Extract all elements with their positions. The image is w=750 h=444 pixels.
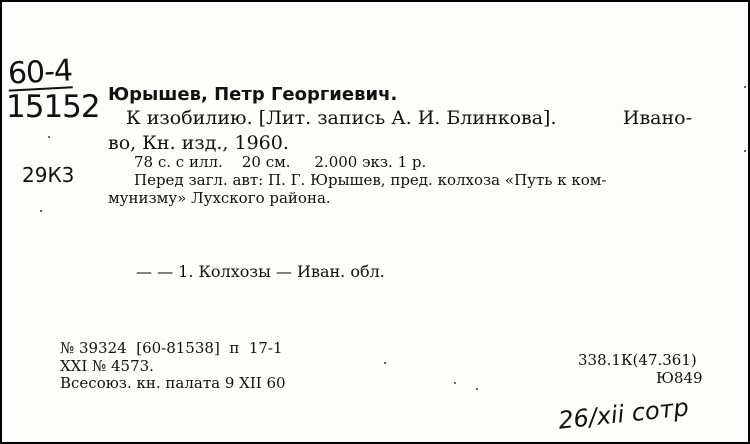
handwritten-code: 29К3 (22, 163, 75, 187)
author-mark: Ю849 (656, 369, 703, 387)
handwritten-note: 26/xii сотр (556, 393, 690, 435)
footer-line-1: № 39324 [60-81538] п 17-1 (60, 339, 283, 357)
speck (744, 150, 746, 152)
handwritten-shelf-number: 15152 (6, 89, 100, 125)
note-line-2: мунизму» Лухского района. (108, 189, 331, 207)
speck (476, 388, 478, 390)
classification-code: 338.1К(47.361) (578, 351, 697, 369)
author-heading (108, 86, 397, 104)
subject-heading: — — 1. Колхозы — Иван. обл. (136, 262, 385, 281)
handwritten-shelf-top: 60-4 (7, 53, 73, 92)
author-name: Юрышев, Петр Георгиевич. (108, 84, 398, 105)
title-line-2: во, Кн. изд., 1960. (108, 132, 289, 154)
title-line-1 (126, 109, 692, 128)
speck (744, 86, 746, 88)
speck (384, 362, 386, 364)
speck (454, 382, 456, 384)
speck (40, 210, 42, 212)
footer-line-3: Всесоюз. кн. палата 9 XII 60 (60, 374, 286, 392)
footer-line-2: XXI № 4573. (60, 357, 154, 375)
place-fragment: Ивано- (622, 107, 692, 129)
note-line-1 (134, 173, 694, 188)
title-text: К изобилию. [Лит. запись А. И. Блинкова]. (126, 107, 557, 129)
physical-description: 78 с. с илл. 20 см. 2.000 экз. 1 р. (134, 153, 427, 171)
note-text-1: Перед загл. авт: П. Г. Юрышев, пред. колхоза «Путь к ком- (134, 171, 607, 189)
speck (48, 136, 50, 138)
